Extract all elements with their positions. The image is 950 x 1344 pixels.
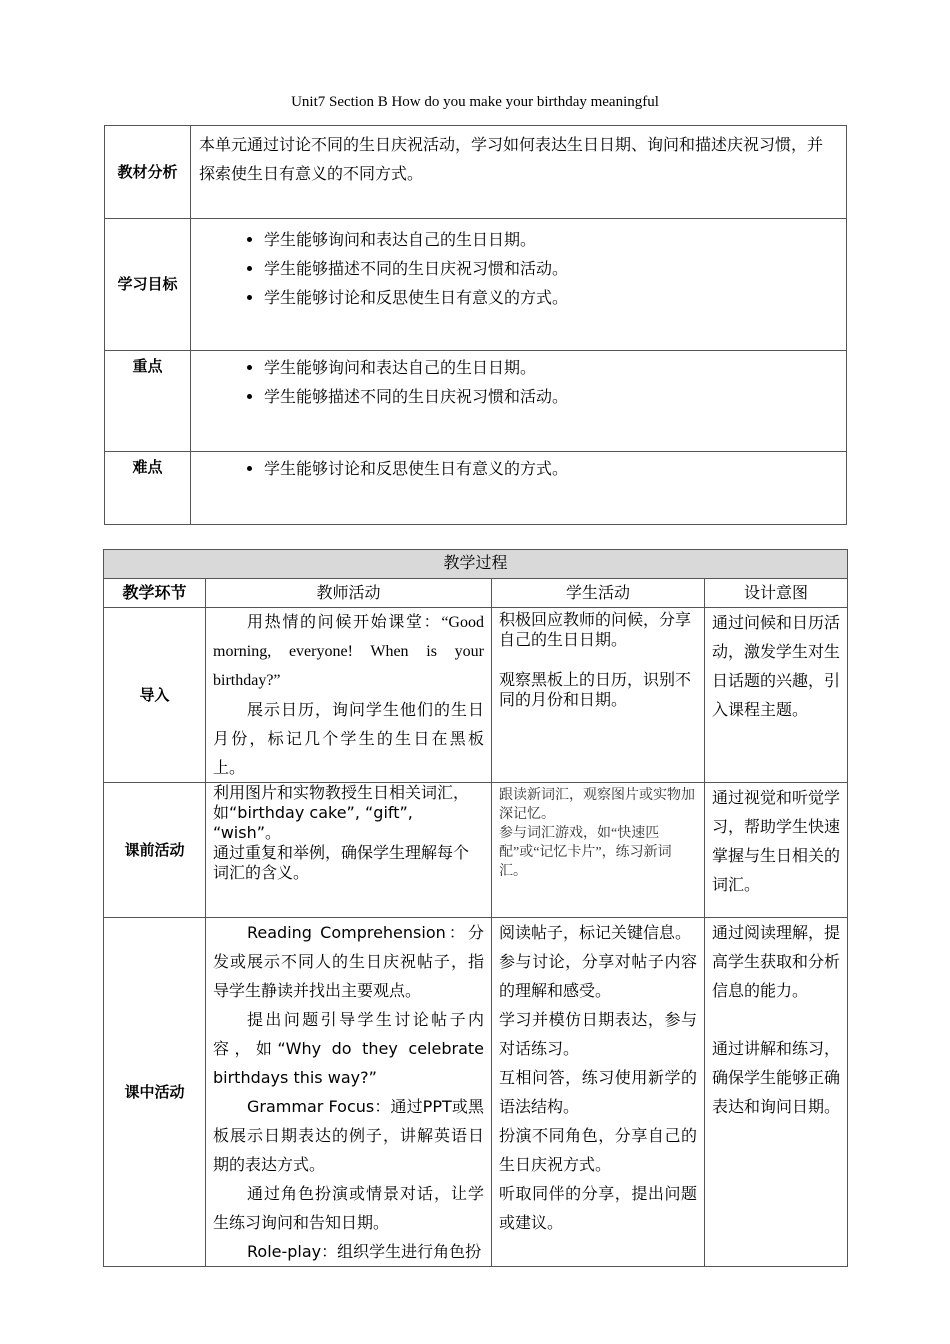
header-student: 学生活动 [492, 579, 705, 608]
intent-text: 通过讲解和练习，确保学生能够正确表达和询问日期。 [712, 1039, 841, 1116]
teacher-activity: 提出问题引导学生讨论帖子内容，如“Why do they celebrate birthdays this way?” [213, 1010, 484, 1087]
document-title: Unit7 Section B How do you make your birthday meaningful [291, 94, 659, 110]
list-item: • 学生能够询问和表达自己的生日日期。 [264, 353, 838, 382]
student-activity: 学习并模仿日期表达，参与对话练习。 [499, 1010, 697, 1058]
header-intent: 设计意图 [705, 579, 848, 608]
table-row [104, 918, 848, 1267]
goals-label: 学习目标 [105, 219, 191, 351]
difficult-row [105, 452, 847, 525]
table-row [104, 783, 848, 918]
difficult-label: 难点 [105, 452, 191, 525]
student-activity: 听取同伴的分享，提出问题或建议。 [499, 1184, 697, 1232]
teacher-activity: 用热情的问候开始课堂：“Good morning, everyone! When is your birthday?” [213, 614, 484, 689]
intent-cell: 通过视觉和听觉学习，帮助学生快速掌握与生日相关的词汇。 [705, 783, 848, 918]
student-activity: 观察黑板上的日历，识别不同的月份和日期。 [499, 670, 692, 709]
intent-cell: 通过问候和日历活动，激发学生对生日话题的兴趣，引入课程主题。 [705, 608, 848, 783]
student-activity: 阅读帖子，标记关键信息。 [499, 923, 692, 942]
process-title: 教学过程 [104, 550, 848, 579]
difficult-points-list [199, 454, 838, 483]
goals-list [199, 225, 838, 312]
table-row [104, 608, 848, 783]
teacher-activity: 利用图片和实物教授生日相关词汇，如“birthday cake”, “gift”, “wish”。 [213, 783, 470, 842]
list-item: • 学生能够讨论和反思使生日有意义的方式。 [264, 454, 838, 483]
student-activity: 积极回应教师的问候，分享自己的生日日期。 [499, 610, 692, 649]
header-teacher: 教师活动 [206, 579, 492, 608]
teacher-activity: 展示日历，询问学生他们的生日月份，标记几个学生的生日在黑板上。 [213, 700, 484, 777]
list-item: • 学生能够讨论和反思使生日有意义的方式。 [264, 283, 838, 312]
key-points-list [199, 353, 838, 411]
key-row [105, 351, 847, 452]
intent-text: 通过阅读理解，提高学生获取和分析信息的能力。 [712, 923, 841, 1000]
student-activity: 参与词汇游戏，如“快速匹配”或“记忆卡片”，练习新词汇。 [499, 826, 672, 879]
teacher-activity: Reading Comprehension：分发或展示不同人的生日庆祝帖子，指导学生静读并找出主要观点。 [213, 923, 484, 1000]
goals-row [105, 219, 847, 351]
list-item: • 学生能够询问和表达自己的生日日期。 [264, 225, 838, 254]
key-label: 重点 [105, 351, 191, 452]
teacher-activity: 通过角色扮演或情景对话，让学生练习询问和告知日期。 [213, 1184, 484, 1232]
header-stage: 教学环节 [104, 579, 206, 608]
process-table [103, 549, 848, 1267]
overview-table [104, 125, 847, 525]
analysis-row [105, 126, 847, 219]
analysis-text: 本单元通过讨论不同的生日庆祝活动，学习如何表达生日日期、询问和描述庆祝习惯，并探索使生日有意义的不同方式。 [191, 126, 847, 219]
teacher-activity: 通过重复和举例，确保学生理解每个词汇的含义。 [213, 843, 470, 882]
student-activity: 参与讨论，分享对帖子内容的理解和感受。 [499, 952, 697, 1000]
student-activity: 互相问答，练习使用新学的语法结构。 [499, 1068, 697, 1116]
analysis-label: 教材分析 [105, 126, 191, 219]
teacher-activity: Role-play：组织学生进行角色扮 [247, 1242, 482, 1261]
stage-cell: 课中活动 [104, 918, 206, 1267]
student-activity: 跟读新词汇，观察图片或实物加深记忆。 [499, 788, 695, 822]
student-activity: 扮演不同角色，分享自己的生日庆祝方式。 [499, 1126, 697, 1174]
header-row [104, 579, 848, 608]
teacher-activity: Grammar Focus：通过PPT或黑板展示日期表达的例子，讲解英语日期的表达方式。 [213, 1097, 484, 1174]
stage-cell: 课前活动 [104, 783, 206, 918]
process-title-row [104, 550, 848, 579]
list-item: • 学生能够描述不同的生日庆祝习惯和活动。 [264, 382, 838, 411]
list-item: • 学生能够描述不同的生日庆祝习惯和活动。 [264, 254, 838, 283]
stage-cell: 导入 [104, 608, 206, 783]
